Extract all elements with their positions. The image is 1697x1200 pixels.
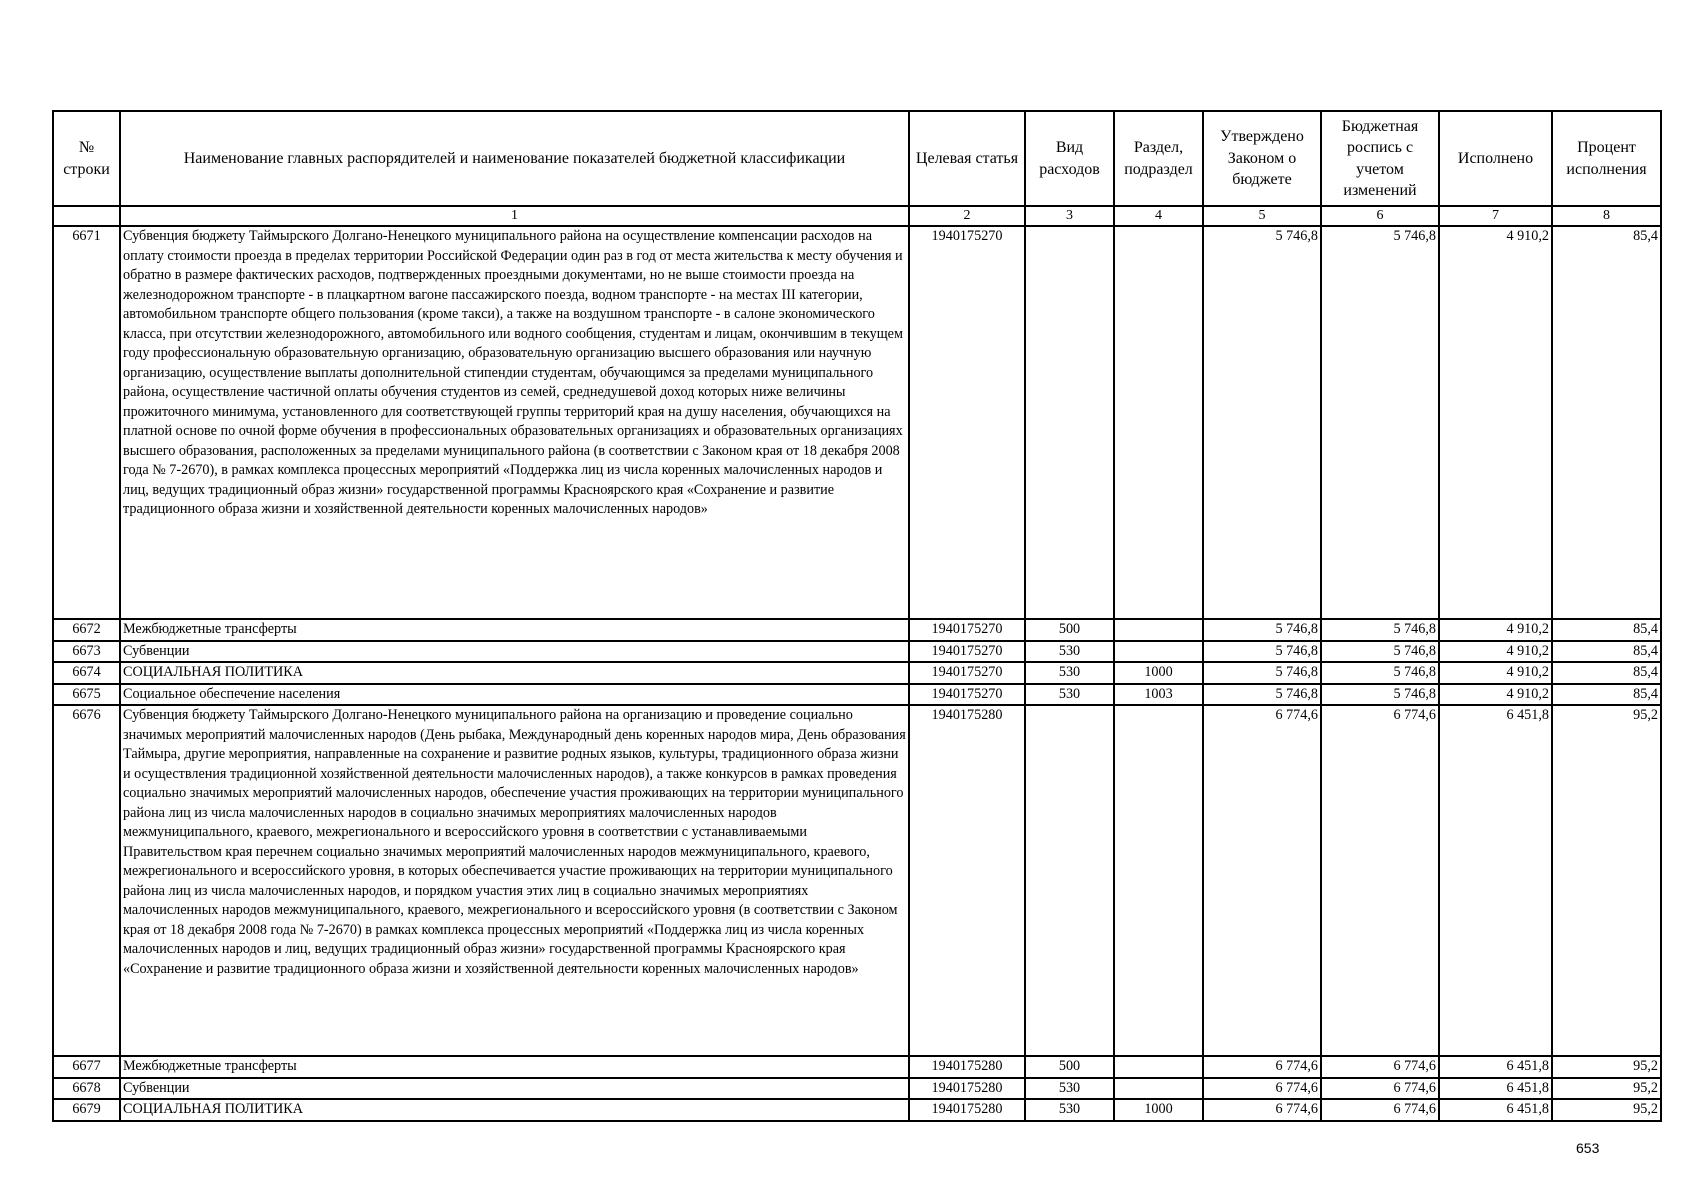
column-number: 3: [1025, 206, 1114, 226]
row-target-article: 1940175280: [909, 1056, 1025, 1078]
column-number: 5: [1203, 206, 1321, 226]
row-expense-type: [1025, 705, 1114, 1056]
row-section: [1114, 1078, 1203, 1100]
row-target-article: 1940175270: [909, 662, 1025, 684]
row-budget-schedule: 6 774,6: [1321, 1078, 1439, 1100]
row-number: 6674: [53, 662, 120, 684]
row-percent: 95,2: [1552, 705, 1661, 1056]
row-expense-type: 530: [1025, 641, 1114, 663]
row-budget-schedule: 6 774,6: [1321, 1056, 1439, 1078]
row-approved: 6 774,6: [1203, 1078, 1321, 1100]
table-row: [53, 705, 1661, 1056]
row-number: 6673: [53, 641, 120, 663]
table-row: [53, 662, 1661, 684]
table-row: [53, 641, 1661, 663]
row-approved: 5 746,8: [1203, 641, 1321, 663]
row-executed: 6 451,8: [1439, 1056, 1552, 1078]
row-executed: 4 910,2: [1439, 662, 1552, 684]
row-percent: 85,4: [1552, 226, 1661, 619]
row-name: Межбюджетные трансферты: [120, 1056, 909, 1078]
row-name: Субвенции: [120, 641, 909, 663]
header-row: [53, 111, 1661, 206]
row-number: 6679: [53, 1099, 120, 1121]
row-section: [1114, 1056, 1203, 1078]
row-name: СОЦИАЛЬНАЯ ПОЛИТИКА: [120, 662, 909, 684]
row-number: 6672: [53, 619, 120, 641]
row-percent: 85,4: [1552, 619, 1661, 641]
row-executed: 4 910,2: [1439, 619, 1552, 641]
row-executed: 4 910,2: [1439, 684, 1552, 706]
row-percent: 95,2: [1552, 1056, 1661, 1078]
row-number: 6678: [53, 1078, 120, 1100]
row-percent: 85,4: [1552, 641, 1661, 663]
row-number: 6671: [53, 226, 120, 619]
row-budget-schedule: 6 774,6: [1321, 705, 1439, 1056]
row-target-article: 1940175280: [909, 1099, 1025, 1121]
row-section: 1000: [1114, 1099, 1203, 1121]
row-executed: 4 910,2: [1439, 226, 1552, 619]
row-name: Субвенция бюджету Таймырского Долгано-Ненецкого муниципального района на осуществление компенсации расходов на оплату стоимости проезда в пределах территории Российской Федерации один раз в год от места жительства к месту обучения и обратно в размере фактических расходов, подтвержденных проездными документами, но не выше стоимости проезда на железнодорожном транспорте - в плацкартном вагоне пассажирского поезда, водном транспорте - на местах III категории, автомобильном транспорте общего пользования (кроме такси), а также на воздушном транспорте - в салоне экономического класса, при отсутствии железнодорожного, автомобильного или водного сообщения, студентам и лицам, окончившим в текущем году профессиональную образовательную организацию, образовательную организацию высшего образования или научную организацию, осуществление выплаты дополнительной стипендии студентам, обучающимся за пределами муниципального района, осуществление частичной оплаты обучения студентов из семей, среднедушевой доход которых ниже величины прожиточного минимума, установленного для соответствующей группы территорий края на душу населения, обучающихся на платной основе по очной форме обучения в профессиональных образовательных организациях и образовательных организациях высшего образования, расположенных за пределами муниципального района (в соответствии с Законом края от 18 декабря 2008 года № 7-2670), в рамках комплекса процессных мероприятий «Поддержка лиц из числа коренных малочисленных народов и лиц, ведущих традиционный образ жизни» государственной программы Красноярского края «Сохранение и развитие традиционного образа жизни и хозяйственной деятельности коренных малочисленных народов»: [120, 226, 909, 619]
row-executed: 6 451,8: [1439, 1099, 1552, 1121]
row-section: [1114, 619, 1203, 641]
column-number: 4: [1114, 206, 1203, 226]
row-name: Субвенция бюджету Таймырского Долгано-Ненецкого муниципального района на организацию и проведение социально значимых мероприятий малочисленных народов (День рыбака, Международный день коренных народов мира, День образования Таймыра, другие мероприятия, направленные на сохранение и развитие родных языков, культуры, традиционного образа жизни и осуществления традиционной хозяйственной деятельности малочисленных народов), а также конкурсов в рамках проведения социально значимых мероприятий малочисленных народов, обеспечение участия проживающих на территории муниципального района лиц из числа малочисленных народов в социально значимых мероприятиях малочисленных народов межмуниципального, краевого, межрегионального и всероссийского уровня в соответствии с устанавливаемыми Правительством края перечнем социально значимых мероприятий малочисленных народов межмуниципального, краевого, межрегионального и всероссийского уровня, в которых обеспечивается участие проживающих на территории муниципального района лиц из числа малочисленных народов, и порядком участия этих лиц в социально значимых мероприятиях малочисленных народов межмуниципального, краевого, межрегионального и всероссийского уровня (в соответствии с Законом края от 18 декабря 2008 года № 7-2670) в рамках комплекса процессных мероприятий «Поддержка лиц из числа коренных малочисленных народов и лиц, ведущих традиционный образ жизни» государственной программы Красноярского края «Сохранение и развитие традиционного образа жизни и хозяйственной деятельности коренных малочисленных народов»: [120, 705, 909, 1056]
row-percent: 85,4: [1552, 684, 1661, 706]
header-expense-type: Вид расходов: [1025, 111, 1114, 206]
header-row-number: № строки: [53, 111, 120, 206]
row-expense-type: 530: [1025, 1078, 1114, 1100]
column-number: 6: [1321, 206, 1439, 226]
row-approved: 5 746,8: [1203, 619, 1321, 641]
row-percent: 95,2: [1552, 1078, 1661, 1100]
column-number: 2: [909, 206, 1025, 226]
row-budget-schedule: 5 746,8: [1321, 641, 1439, 663]
row-expense-type: 500: [1025, 619, 1114, 641]
row-expense-type: 530: [1025, 1099, 1114, 1121]
table-row: [53, 1056, 1661, 1078]
row-number: 6675: [53, 684, 120, 706]
row-percent: 85,4: [1552, 662, 1661, 684]
header-section: Раздел, подраздел: [1114, 111, 1203, 206]
row-budget-schedule: 5 746,8: [1321, 684, 1439, 706]
row-approved: 6 774,6: [1203, 705, 1321, 1056]
row-section: [1114, 226, 1203, 619]
row-expense-type: 500: [1025, 1056, 1114, 1078]
row-approved: 5 746,8: [1203, 684, 1321, 706]
column-number: 1: [120, 206, 909, 226]
row-approved: 5 746,8: [1203, 226, 1321, 619]
row-approved: 5 746,8: [1203, 662, 1321, 684]
table-row: [53, 1099, 1661, 1121]
header-name: Наименование главных распорядителей и наименование показателей бюджетной классификации: [120, 111, 909, 206]
column-number: 7: [1439, 206, 1552, 226]
row-budget-schedule: 6 774,6: [1321, 1099, 1439, 1121]
row-section: 1000: [1114, 662, 1203, 684]
header-budget-schedule: Бюджетная роспись с учетом изменений: [1321, 111, 1439, 206]
row-budget-schedule: 5 746,8: [1321, 619, 1439, 641]
row-expense-type: 530: [1025, 684, 1114, 706]
row-target-article: 1940175270: [909, 641, 1025, 663]
row-number: 6677: [53, 1056, 120, 1078]
row-target-article: 1940175270: [909, 226, 1025, 619]
header-target-article: Целевая статья: [909, 111, 1025, 206]
budget-execution-table: [52, 110, 1662, 1122]
row-budget-schedule: 5 746,8: [1321, 662, 1439, 684]
column-number-row: [53, 206, 1661, 226]
row-section: [1114, 705, 1203, 1056]
table-row: [53, 684, 1661, 706]
row-target-article: 1940175280: [909, 1078, 1025, 1100]
column-number: [53, 206, 120, 226]
row-expense-type: 530: [1025, 662, 1114, 684]
row-approved: 6 774,6: [1203, 1056, 1321, 1078]
row-name: Социальное обеспечение населения: [120, 684, 909, 706]
row-executed: 6 451,8: [1439, 705, 1552, 1056]
row-budget-schedule: 5 746,8: [1321, 226, 1439, 619]
row-name: Межбюджетные трансферты: [120, 619, 909, 641]
row-name: Субвенции: [120, 1078, 909, 1100]
column-number: 8: [1552, 206, 1661, 226]
row-percent: 95,2: [1552, 1099, 1661, 1121]
row-expense-type: [1025, 226, 1114, 619]
table-row: [53, 226, 1661, 619]
row-target-article: 1940175270: [909, 619, 1025, 641]
page-number: 653: [1576, 1140, 1600, 1156]
row-target-article: 1940175270: [909, 684, 1025, 706]
table-row: [53, 1078, 1661, 1100]
row-name: СОЦИАЛЬНАЯ ПОЛИТИКА: [120, 1099, 909, 1121]
header-percent: Процент исполнения: [1552, 111, 1661, 206]
table-row: [53, 619, 1661, 641]
row-executed: 6 451,8: [1439, 1078, 1552, 1100]
header-executed: Исполнено: [1439, 111, 1552, 206]
row-approved: 6 774,6: [1203, 1099, 1321, 1121]
row-executed: 4 910,2: [1439, 641, 1552, 663]
header-approved: Утверждено Законом о бюджете: [1203, 111, 1321, 206]
row-target-article: 1940175280: [909, 705, 1025, 1056]
row-number: 6676: [53, 705, 120, 1056]
budget-table-container: [52, 110, 1660, 1122]
row-section: [1114, 641, 1203, 663]
row-section: 1003: [1114, 684, 1203, 706]
